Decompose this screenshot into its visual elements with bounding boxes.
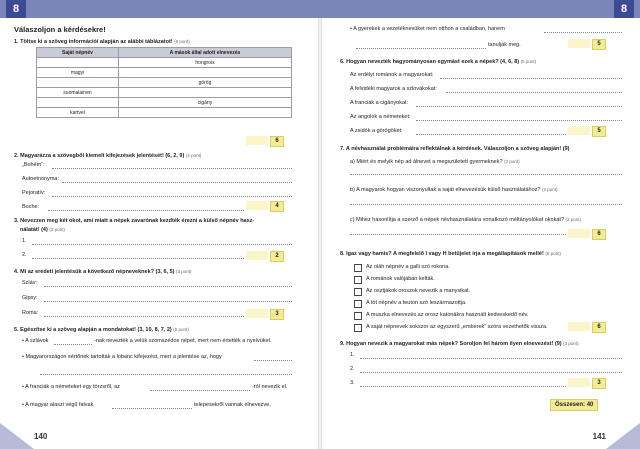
table-header: Saját népnév xyxy=(37,48,119,58)
term-label: A zsidók a görögöket: xyxy=(350,128,403,134)
answer-line[interactable] xyxy=(62,182,292,183)
answer-field[interactable] xyxy=(568,39,590,48)
answer-line[interactable] xyxy=(32,244,292,245)
statement: Az osztjákok oroszok nevezik a manysikat. xyxy=(366,288,471,294)
score-box: 4 xyxy=(270,201,284,212)
answer-line[interactable] xyxy=(44,316,244,317)
answer-line[interactable] xyxy=(350,174,622,175)
table-row: suomalainen xyxy=(37,88,292,98)
question-4: 4. Mi az eredeti jelentésük a következő népneveknek? (3, 6, 5) (3 pont) xyxy=(14,269,192,275)
true-false-checkbox[interactable] xyxy=(354,312,362,320)
answer-line[interactable] xyxy=(44,301,292,302)
page-number: 140 xyxy=(34,432,48,441)
table-row: kartvel xyxy=(37,108,292,118)
table-row: görög xyxy=(37,78,292,88)
table-row: hongrois xyxy=(37,58,292,68)
sentence-1-end: -nak nevezték a velük szomszédos népet, mert nem értették a nyelvüket. xyxy=(94,338,272,344)
term-label: Pejoratív: xyxy=(22,190,46,196)
answer-field[interactable] xyxy=(246,251,268,260)
true-false-checkbox[interactable] xyxy=(354,264,362,272)
sentence-4: • A magyar alaszi végű falvak xyxy=(22,402,94,408)
true-false-checkbox[interactable] xyxy=(354,276,362,284)
sub-question-b: b) A magyarok hogyan viszonyultak a saját elnevezésük külső használatához? (2 pont) xyxy=(350,187,558,193)
term-label: Szláv: xyxy=(22,280,37,286)
term-label: Az angolok a németeket: xyxy=(350,114,411,120)
answer-line[interactable] xyxy=(52,196,292,197)
answer-field[interactable] xyxy=(246,309,268,318)
answer-field[interactable] xyxy=(568,126,590,135)
true-false-checkbox[interactable] xyxy=(354,288,362,296)
list-number: 1. xyxy=(350,352,355,358)
list-number: 2. xyxy=(350,366,355,372)
answer-line[interactable] xyxy=(44,286,292,287)
term-label: A franciák a cigányokat: xyxy=(350,100,409,106)
table-row: magyi xyxy=(37,68,292,78)
statement: A tót népnév a teuton szó leszármazottja. xyxy=(366,300,467,306)
statement: A saját népnevek sokszor az egyszerű „emberek” szóra vezethetők vissza. xyxy=(366,324,548,330)
answer-line[interactable] xyxy=(416,120,622,121)
score-box: 6 xyxy=(270,136,284,147)
answer-line[interactable] xyxy=(350,204,622,205)
sentence-4-end: telepesekről vannak elnevezve. xyxy=(194,402,271,408)
question-9: 9. Hogyan nevezik a magyarokat más népek? Soroljon fel három ilyen elnevezést! (9) (3 pont) xyxy=(340,341,579,347)
list-number: 2. xyxy=(22,252,27,258)
term-label: Autoetnonyma: xyxy=(22,176,59,182)
table-row: cigány xyxy=(37,98,292,108)
term-label: „Bohém”: xyxy=(22,162,45,168)
answer-field[interactable] xyxy=(246,136,268,145)
chapter-number: 8 xyxy=(6,0,26,18)
score-box: 3 xyxy=(592,378,606,389)
right-header-bar xyxy=(320,0,640,18)
true-false-checkbox[interactable] xyxy=(354,324,362,332)
answer-field[interactable] xyxy=(568,322,590,331)
answer-line[interactable] xyxy=(48,210,244,211)
question-6: 6. Hogyan nevezték hagyományosan egymást ezek a népek? (4, 6, 8) (5 pont) xyxy=(340,59,537,65)
score-box: 6 xyxy=(592,229,606,240)
answer-line[interactable] xyxy=(356,48,486,49)
answer-line[interactable] xyxy=(544,32,622,33)
answer-line[interactable] xyxy=(350,234,566,235)
list-number: 3. xyxy=(350,380,355,386)
score-box: 5 xyxy=(592,126,606,137)
question-2: 2. Magyarázza a szövegből kiemelt kifejezések jelentését! (6, 2, 9) (4 pont) xyxy=(14,153,202,159)
table-header: A mások által adott elnevezés xyxy=(118,48,291,58)
left-header-bar xyxy=(0,0,320,18)
term-label: Roma: xyxy=(22,310,39,316)
answer-line[interactable] xyxy=(150,390,250,391)
term-label: A felvidéki magyarok a szlovákokat: xyxy=(350,86,437,92)
term-label: Gipsy: xyxy=(22,295,38,301)
term-label: Az erdélyi románok a magyarokat: xyxy=(350,72,434,78)
answer-line[interactable] xyxy=(446,92,622,93)
right-page xyxy=(320,0,640,449)
answer-line[interactable] xyxy=(32,258,244,259)
answer-line[interactable] xyxy=(360,386,566,387)
page-corner-decoration xyxy=(606,423,640,449)
page-number: 141 xyxy=(592,432,606,441)
page-corner-decoration xyxy=(0,423,34,449)
statement: Az oláh népnév a galli szó rokona. xyxy=(366,264,450,270)
statement: A muszka elnevezés az orosz katonákra használt kedveskedő név. xyxy=(366,312,529,318)
sentence-3-end: -ról nevezik el. xyxy=(252,384,288,390)
answer-line[interactable] xyxy=(360,372,622,373)
answer-line[interactable] xyxy=(52,168,292,169)
sentence-5: • A gyerekek a vezetéknevüket nem otthon a családban, hanem xyxy=(350,26,505,32)
sub-question-c: c) Mihez hasonlítja a szerző a népek névhasználatára vonatkozó méltányolókat okokat? (2 pont) xyxy=(350,217,582,223)
answer-line[interactable] xyxy=(54,344,92,345)
chapter-number: 8 xyxy=(614,0,634,18)
list-number: 1. xyxy=(22,238,27,244)
question-5: 5. Egészítse ki a szöveg alapján a mondatokat! (3, 10, 8, 7, 2) (5 pont) xyxy=(14,327,189,333)
answer-line[interactable] xyxy=(440,78,622,79)
score-box: 2 xyxy=(270,251,284,262)
page-title: Válaszoljon a kérdésekre! xyxy=(14,25,106,34)
statement: A románok valójában kelták. xyxy=(366,276,435,282)
answer-line[interactable] xyxy=(416,106,622,107)
true-false-checkbox[interactable] xyxy=(354,300,362,308)
answer-field[interactable] xyxy=(568,229,590,238)
sentence-5-end: tanulják meg. xyxy=(488,42,521,48)
term-label: Boche: xyxy=(22,204,40,210)
sentence-3: • A franciák a németeket egy törzsről, az xyxy=(22,384,120,390)
answer-line[interactable] xyxy=(40,374,292,375)
question-3: 3. Nevezzen meg két okot, ami miatt a népek zavarónak kezdték érezni a külső népnév hasz- xyxy=(14,218,255,224)
score-box: 3 xyxy=(270,309,284,320)
answer-field[interactable] xyxy=(568,378,590,387)
score-box: 6 xyxy=(592,322,606,333)
total-score-box: Összesen: 40 xyxy=(550,399,598,411)
question-1: 1. Töltse ki a szöveg információi alapján az alábbi táblázatot! (6 pont) xyxy=(14,39,190,45)
question-7: 7. A névhasználat problémáira reflektálnak a kérdések. Válaszoljon a szöveg alapján! (9) xyxy=(340,146,570,152)
sentence-2: • Magyarországon sértőnek tartották a lobanc kifejezést, mert a jelentése az, hogy xyxy=(22,354,222,360)
sentence-1: • A szlávok xyxy=(22,338,49,344)
answer-line[interactable] xyxy=(254,360,292,361)
question-3-cont: nálatát! (4) (2 pont) xyxy=(20,227,65,233)
answer-line[interactable] xyxy=(416,134,566,135)
answer-line[interactable] xyxy=(112,408,192,409)
answer-line[interactable] xyxy=(360,358,622,359)
score-box: 5 xyxy=(592,39,606,50)
answer-field[interactable] xyxy=(246,201,268,210)
sub-question-a: a) Miért és melyik nép ad álnevet a megszületett gyermeknek? (2 pont) xyxy=(350,159,520,165)
nations-table xyxy=(36,47,292,118)
question-8: 8. Igaz vagy hamis? A megfelelő I vagy H betűjelet írja a megállapítások mellé! (6 pont) xyxy=(340,251,561,257)
